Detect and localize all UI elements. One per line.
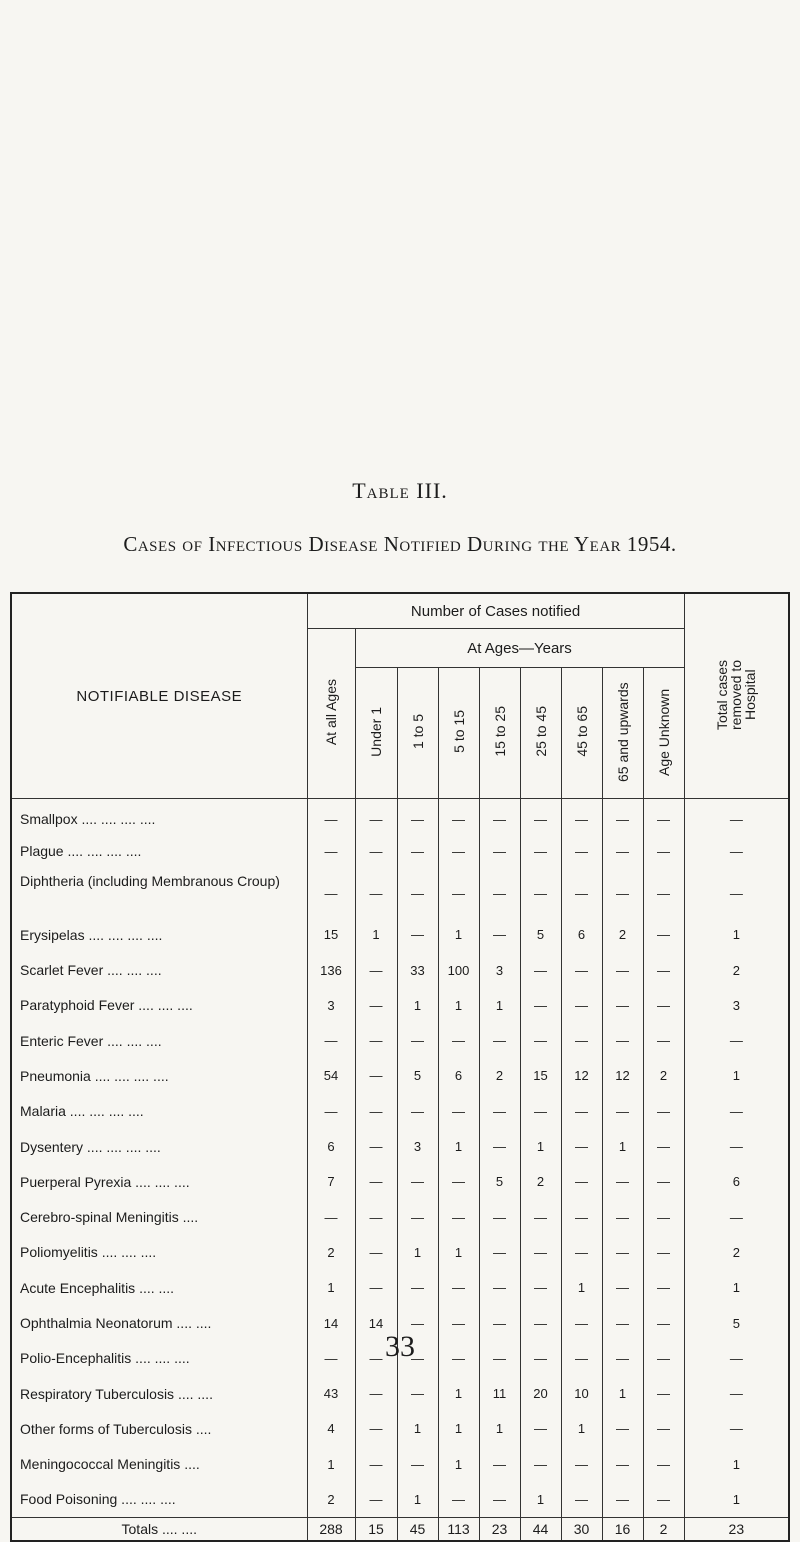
table-cell: — [438,1164,479,1199]
disease-name: Respiratory Tuberculosis .... .... [20,1385,213,1402]
table-cell: — [561,1094,602,1129]
table-cell: 136 [307,952,355,987]
table-cell: — [355,1164,397,1199]
table-cell: — [520,1199,561,1234]
table-cell: 1 [479,988,520,1023]
table-cell: — [520,869,561,917]
totals-cell: 30 [561,1517,602,1541]
table-cell: 5 [684,1305,789,1340]
table-cell: 6 [561,917,602,952]
table-cell: 43 [307,1376,355,1411]
table-cell: — [520,1270,561,1305]
table-cell: 1 [684,1482,789,1517]
table-cell: 5 [479,1164,520,1199]
table-cell: — [355,952,397,987]
table-cell: — [561,1305,602,1340]
table-cell: — [561,799,602,834]
table-cell: — [561,1482,602,1517]
table-cell: 1 [438,1129,479,1164]
table-cell: — [520,799,561,834]
totals-cell: 45 [397,1517,438,1541]
disease-table [10,592,790,1542]
table-cell: 1 [561,1411,602,1446]
table-cell: — [397,1270,438,1305]
table-cell: — [520,1341,561,1376]
header-under-1: Under 1 [355,668,397,799]
totals-label: Totals .... .... [11,1517,307,1541]
table-cell: — [561,834,602,869]
table-cell: — [438,799,479,834]
table-cell: 1 [684,917,789,952]
table-cell: — [643,1129,684,1164]
table-cell: 1 [355,917,397,952]
table-cell: — [307,834,355,869]
table-cell: — [355,1341,397,1376]
table-cell: — [479,1341,520,1376]
table-cell: — [479,917,520,952]
table-cell: — [355,834,397,869]
table-cell: — [684,1376,789,1411]
table-cell: — [355,1129,397,1164]
table-cell: — [684,834,789,869]
disease-name: Food Poisoning .... .... .... [20,1491,176,1508]
disease-name: Pneumonia .... .... .... .... [20,1067,169,1084]
table-cell: — [479,1129,520,1164]
disease-name: Cerebro-spinal Meningitis .... [20,1209,199,1226]
table-cell: — [561,869,602,917]
table-cell: — [602,1023,643,1058]
table-cell: — [684,869,789,917]
table-cell: — [643,952,684,987]
table-cell: — [643,917,684,952]
table-cell: — [355,1199,397,1234]
table-cell: — [643,1376,684,1411]
table-cell: — [355,1447,397,1482]
table-cell: 1 [397,1411,438,1446]
table-cell: — [602,834,643,869]
table-cell: — [602,988,643,1023]
disease-name: Smallpox .... .... .... .... [20,811,156,828]
table-cell: — [479,799,520,834]
table-row [11,1129,789,1164]
disease-name: Dysentery .... .... .... .... [20,1138,161,1155]
table-cell: 7 [307,1164,355,1199]
table-cell: — [561,1341,602,1376]
table-cell: — [561,1447,602,1482]
table-cell: — [602,1094,643,1129]
table-cell: 1 [397,988,438,1023]
table-cell: 1 [602,1376,643,1411]
table-cell: — [520,952,561,987]
table-row [11,1447,789,1482]
table-cell: — [520,988,561,1023]
header-at-ages: At Ages—Years [355,629,684,668]
table-cell: 1 [438,1235,479,1270]
table-cell: 1 [684,1270,789,1305]
table-cell: — [602,952,643,987]
disease-name: Acute Encephalitis .... .... [20,1279,175,1296]
table-cell: 2 [684,1235,789,1270]
disease-name: Scarlet Fever .... .... .... [20,962,162,979]
table-cell: — [479,1094,520,1129]
table-cell: 2 [520,1164,561,1199]
table-cell: — [561,1129,602,1164]
table-cell: 1 [602,1129,643,1164]
table-cell: — [355,799,397,834]
disease-name: Plague .... .... .... .... [20,843,142,860]
table-cell: 15 [307,917,355,952]
table-cell: — [561,1199,602,1234]
table-cell: 1 [684,1447,789,1482]
table-cell: — [602,1341,643,1376]
disease-name: Other forms of Tuberculosis .... [20,1420,212,1437]
table-cell: — [438,869,479,917]
table-cell: 1 [520,1129,561,1164]
table-cell: — [438,1482,479,1517]
table-cell: 1 [438,1411,479,1446]
table-cell: 3 [479,952,520,987]
table-cell: 1 [438,1376,479,1411]
table-cell: — [397,1447,438,1482]
table-row [11,799,789,834]
table-cell: — [520,1094,561,1129]
page-number: 33 [385,1330,415,1363]
table-cell: — [561,1235,602,1270]
table-cell: — [479,1199,520,1234]
table-cell: — [643,1094,684,1129]
table-cell: — [438,1305,479,1340]
table-cell: 100 [438,952,479,987]
table-cell: — [355,1094,397,1129]
table-cell: — [307,869,355,917]
table-cell: — [307,799,355,834]
table-cell: — [602,1270,643,1305]
table-cell: 2 [643,1058,684,1093]
table-row [11,988,789,1023]
table-cell: — [643,988,684,1023]
table-cell: — [355,1235,397,1270]
table-cell: — [602,1411,643,1446]
table-cell: — [684,799,789,834]
table-cell: — [643,869,684,917]
table-cell: — [397,1376,438,1411]
totals-cell: 113 [438,1517,479,1541]
table-cell: — [397,1305,438,1340]
table-subtitle: Cases of Infectious Disease Notified During the Year 1954. [123,532,677,556]
table-cell: — [479,1235,520,1270]
header-15-to-25: 15 to 25 [479,668,520,799]
table-cell: — [684,1094,789,1129]
table-cell: — [520,1447,561,1482]
table-cell: 10 [561,1376,602,1411]
table-cell: — [602,1482,643,1517]
table-cell: — [355,1058,397,1093]
table-cell: — [397,1094,438,1129]
totals-cell: 15 [355,1517,397,1541]
table-cell: — [355,1270,397,1305]
header-25-to-45: 25 to 45 [520,668,561,799]
table-cell: — [561,1164,602,1199]
table-cell: 14 [355,1305,397,1340]
table-cell: — [561,1023,602,1058]
table-cell: 5 [520,917,561,952]
header-number-notified: Number of Cases notified [307,593,684,629]
table-cell: — [520,1305,561,1340]
table-row [11,1164,789,1199]
table-cell: — [438,1341,479,1376]
table-cell: — [643,1411,684,1446]
table-cell: — [520,834,561,869]
header-45-to-65: 45 to 65 [561,668,602,799]
table-cell: 3 [684,988,789,1023]
table-cell: — [438,834,479,869]
table-cell: — [479,1270,520,1305]
table-cell: 14 [307,1305,355,1340]
table-cell: 12 [602,1058,643,1093]
table-cell: 5 [397,1058,438,1093]
table-cell: 12 [561,1058,602,1093]
table-cell: — [479,834,520,869]
table-cell: — [355,1482,397,1517]
table-row [11,917,789,952]
table-cell: — [684,1023,789,1058]
disease-name: Ophthalmia Neonatorum .... .... [20,1315,212,1331]
table-cell: — [438,1023,479,1058]
totals-cell: 16 [602,1517,643,1541]
table-cell: 1 [438,917,479,952]
table-cell: 2 [684,952,789,987]
table-cell: 2 [602,917,643,952]
disease-name: Erysipelas .... .... .... .... [20,926,163,943]
table-cell: — [397,1341,438,1376]
table-cell: — [520,1411,561,1446]
table-cell: — [561,952,602,987]
table-cell: — [438,1270,479,1305]
table-cell: — [307,1341,355,1376]
table-cell: — [643,834,684,869]
header-notifiable-disease: NOTIFIABLE DISEASE [11,593,307,799]
table-cell: — [602,1164,643,1199]
totals-cell: 2 [643,1517,684,1541]
table-cell: 15 [520,1058,561,1093]
totals-cell: 23 [684,1517,789,1541]
table-cell: — [561,988,602,1023]
table-cell: — [397,1164,438,1199]
table-cell: 2 [307,1482,355,1517]
header-5-to-15: 5 to 15 [438,668,479,799]
table-cell: — [602,1305,643,1340]
table-cell: — [602,869,643,917]
table-cell: — [520,1235,561,1270]
totals-row [11,1517,789,1541]
table-cell: 3 [307,988,355,1023]
header-age-unknown: Age Unknown [643,668,684,799]
table-cell: 6 [307,1129,355,1164]
table-cell: 2 [307,1235,355,1270]
table-row [11,1411,789,1446]
table-cell: — [397,799,438,834]
table-cell: — [397,1023,438,1058]
disease-name: Enteric Fever .... .... .... [20,1032,162,1049]
header-1-to-5: 1 to 5 [397,668,438,799]
table-cell: — [684,1341,789,1376]
table-row [11,1270,789,1305]
table-cell: 1 [561,1270,602,1305]
disease-name: Polio-Encephalitis .... .... .... [20,1350,190,1367]
table-cell: — [355,988,397,1023]
table-cell: — [355,1411,397,1446]
table-cell: 1 [438,988,479,1023]
table-cell: — [479,1023,520,1058]
disease-name: Malaria .... .... .... .... [20,1103,144,1120]
table-cell: — [438,1094,479,1129]
table-cell: — [643,1164,684,1199]
table-cell: 1 [397,1235,438,1270]
table-cell: — [602,799,643,834]
totals-cell: 44 [520,1517,561,1541]
header-all-ages: At all Ages [307,629,355,799]
table-cell: — [520,1023,561,1058]
table-cell: 6 [438,1058,479,1093]
table-cell: — [684,1199,789,1234]
table-cell: 1 [479,1411,520,1446]
table-cell: 1 [397,1482,438,1517]
disease-name: Diphtheria (including Membranous Croup) [20,873,280,890]
table-row [11,1482,789,1517]
disease-name: Paratyphoid Fever .... .... .... [20,997,193,1014]
table-cell: — [307,1199,355,1234]
table-cell: 33 [397,952,438,987]
table-cell: 54 [307,1058,355,1093]
table-cell: 4 [307,1411,355,1446]
table-cell: — [355,869,397,917]
table-cell: — [479,1447,520,1482]
totals-cell: 288 [307,1517,355,1541]
table-cell: — [355,1376,397,1411]
table-row [11,952,789,987]
header-65-and-upwards: 65 and upwards [602,668,643,799]
table-cell: 1 [684,1058,789,1093]
table-cell: 3 [397,1129,438,1164]
table-cell: 2 [479,1058,520,1093]
table-cell: — [397,869,438,917]
table-cell: — [643,1341,684,1376]
table-cell: 1 [438,1447,479,1482]
table-cell: 1 [307,1270,355,1305]
table-cell: — [602,1235,643,1270]
table-cell: — [602,1447,643,1482]
header-hospital: Total cases removed to Hospital [684,593,789,799]
disease-name: Puerperal Pyrexia .... .... .... [20,1173,190,1190]
table-cell: — [307,1023,355,1058]
table-cell: — [643,1482,684,1517]
table-cell: — [643,1023,684,1058]
table-cell: — [643,1235,684,1270]
table-cell: — [397,1199,438,1234]
table-cell: — [684,1129,789,1164]
table-cell: — [643,799,684,834]
table-cell: 6 [684,1164,789,1199]
table-cell: — [643,1199,684,1234]
table-cell: — [479,1482,520,1517]
table-row [11,1199,789,1234]
table-cell: — [479,869,520,917]
table-row [11,1235,789,1270]
table-cell: — [643,1447,684,1482]
table-title: Table III. [352,478,448,503]
table-cell: — [307,1094,355,1129]
totals-cell: 23 [479,1517,520,1541]
table-cell: — [684,1411,789,1446]
table-cell: — [397,834,438,869]
disease-name: Poliomyelitis .... .... .... [20,1244,157,1261]
disease-name: Meningococcal Meningitis .... [20,1456,200,1473]
table-cell: 11 [479,1376,520,1411]
table-cell: — [438,1199,479,1234]
table-cell: — [355,1023,397,1058]
table-row [11,834,789,869]
table-cell: 1 [520,1482,561,1517]
table-body [11,799,789,1518]
table-row [11,1094,789,1129]
table-cell: — [479,1305,520,1340]
table-cell: — [397,917,438,952]
table-row [11,1058,789,1093]
table-row [11,869,789,917]
table-cell: — [643,1270,684,1305]
table-cell: — [602,1199,643,1234]
table-row [11,1023,789,1058]
table-cell: — [643,1305,684,1340]
table-cell: 1 [307,1447,355,1482]
table-row [11,1376,789,1411]
table-cell: 20 [520,1376,561,1411]
